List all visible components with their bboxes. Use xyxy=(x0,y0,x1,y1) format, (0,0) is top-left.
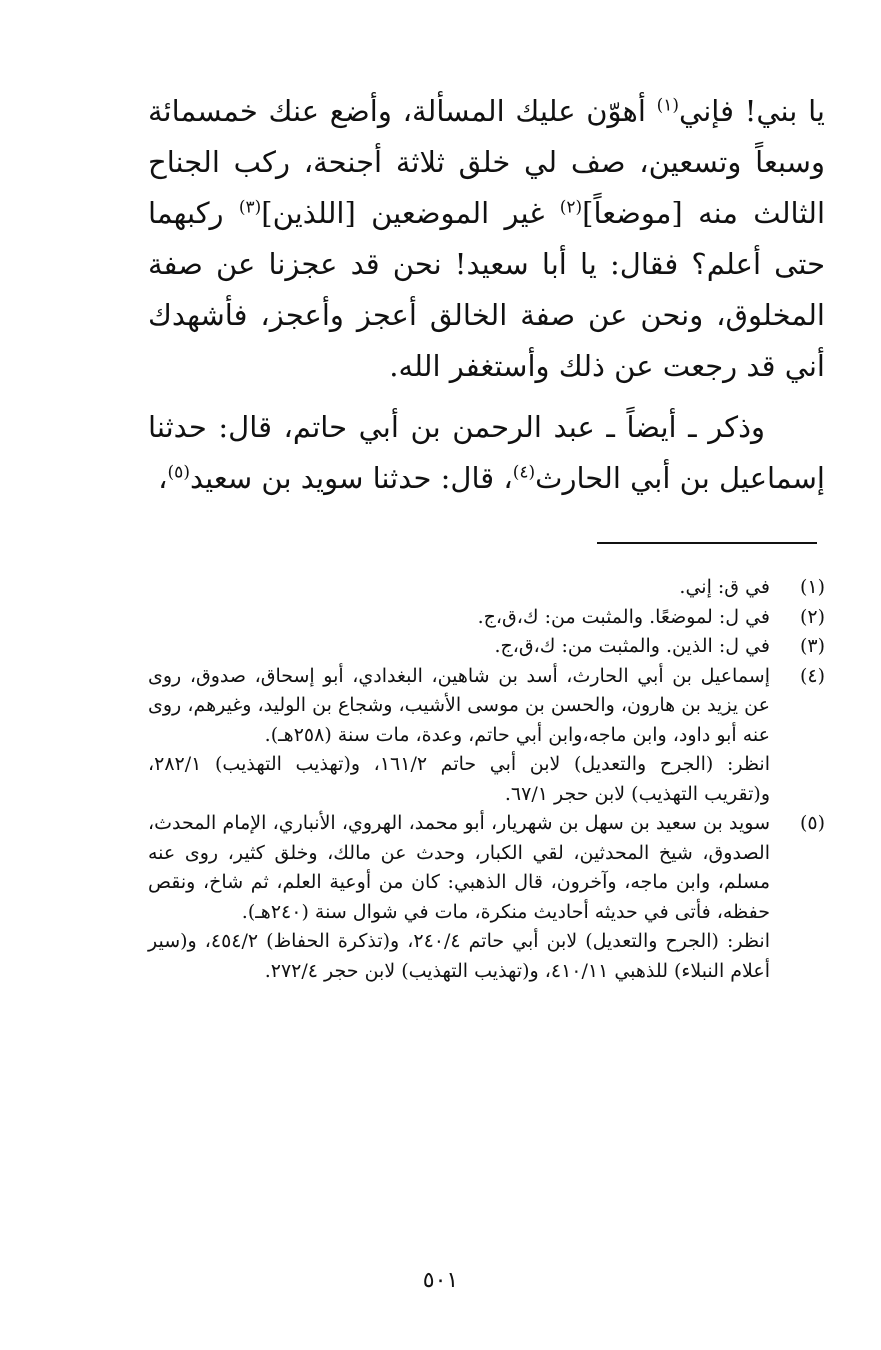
footnote-separator xyxy=(597,542,817,544)
footnote-text: سويد بن سعيد بن سهل بن شهريار، أبو محمد، الهروي، الأنباري، الإمام المحدث، الصدوق، شيخ المحدثين، لقي الكبار، وحدث عن مالك، وخلق كثير، روى عنه مسلم، وابن ماجه، وآخرون، قال الذهبي: كان من أوعية العلم، ثم شاخ، ونقص حفظه، فأتى في حديثه أحاديث منكرة، مات في شوال سنة (٢٤٠هـ). xyxy=(148,812,770,923)
footnote-ref-2[interactable]: (٢) xyxy=(559,197,583,218)
footnote-5 xyxy=(148,809,825,927)
text-run: ، xyxy=(158,461,168,495)
text-run: أهوّن عليك المسألة، وأضع عنك خمسمائة وسبعاً وتسعين، صف لي خلق ثلاثة أجنحة، ركب الجناح الثالث منه [موضعاً] xyxy=(148,94,826,230)
page-body xyxy=(148,86,826,982)
footnote-ref-3[interactable]: (٣) xyxy=(238,197,262,218)
footnotes xyxy=(148,573,825,986)
footnote-number: (٣) xyxy=(799,635,825,657)
footnote-ref-4[interactable]: (٤) xyxy=(512,462,536,483)
footnote-text: في ل: الذين. والمثبت من: ك،ق،ج. xyxy=(494,635,770,657)
paragraph-1 xyxy=(148,86,825,392)
footnote-text: إسماعيل بن أبي الحارث، أسد بن شاهين، البغدادي، أبو إسحاق، صدوق، روى عن يزيد بن هارون، والحسن بن موسى الأشيب، وشجاع بن الوليد، وغيرهم، روى عنه أبو داود، وابن ماجه،وابن أبي حاتم، وعدة، مات سنة (٢٥٨هـ). xyxy=(148,664,770,746)
footnote-5-reference: انظر: (الجرح والتعديل) لابن أبي حاتم ٢٤٠/٤، و(تذكرة الحفاظ) ٤٥٤/٢، و(سير أعلام النبلاء) للذهبي ٤١٠/١١، و(تهذيب التهذيب) لابن حجر ٢٧٢/٤. xyxy=(148,930,770,982)
footnote-number: (٤) xyxy=(799,664,825,687)
text-run: وذكر ـ أيضاً ـ عبد الرحمن بن أبي حاتم، قال: حدثنا إسماعيل بن أبي الحارث xyxy=(148,410,825,495)
page-number: ٥٠١ xyxy=(422,1268,459,1293)
main-text xyxy=(148,86,825,504)
text-run: غير الموضعين [اللذين] xyxy=(261,196,560,230)
footnote-number: (١) xyxy=(799,576,825,598)
text-run: ركبهما حتى أعلم؟ فقال: يا أبا سعيد! نحن قد عجزنا عن صفة المخلوق، ونحن عن صفة الخالق أعجز وأعجز، فأشهدك أني قد رجعت عن ذلك وأستغفر الله. xyxy=(148,196,825,383)
footnote-number: (٢) xyxy=(799,605,825,628)
footnote-number: (٥) xyxy=(799,812,825,834)
footnote-1 xyxy=(148,573,825,603)
footnote-2 xyxy=(148,603,825,633)
footnote-4-reference: انظر: (الجرح والتعديل) لابن أبي حاتم ١٦١/٢، و(تهذيب التهذيب) ٢٨٢/١، و(تقريب التهذيب) لابن حجر ٦٧/١. xyxy=(148,753,770,805)
text-run: يا بني! فإني xyxy=(679,94,826,128)
footnote-3 xyxy=(148,632,825,662)
paragraph-2 xyxy=(148,402,825,504)
text-run: ، قال: حدثنا سويد بن سعيد xyxy=(189,461,513,495)
footnote-text: في ل: لموضعًا. والمثبت من: ك،ق،ج. xyxy=(477,605,770,628)
footnote-ref-1[interactable]: (١) xyxy=(656,95,680,116)
footnote-text: في ق: إني. xyxy=(679,576,770,598)
footnote-4 xyxy=(148,662,825,751)
footnote-ref-5[interactable]: (٥) xyxy=(167,462,190,483)
